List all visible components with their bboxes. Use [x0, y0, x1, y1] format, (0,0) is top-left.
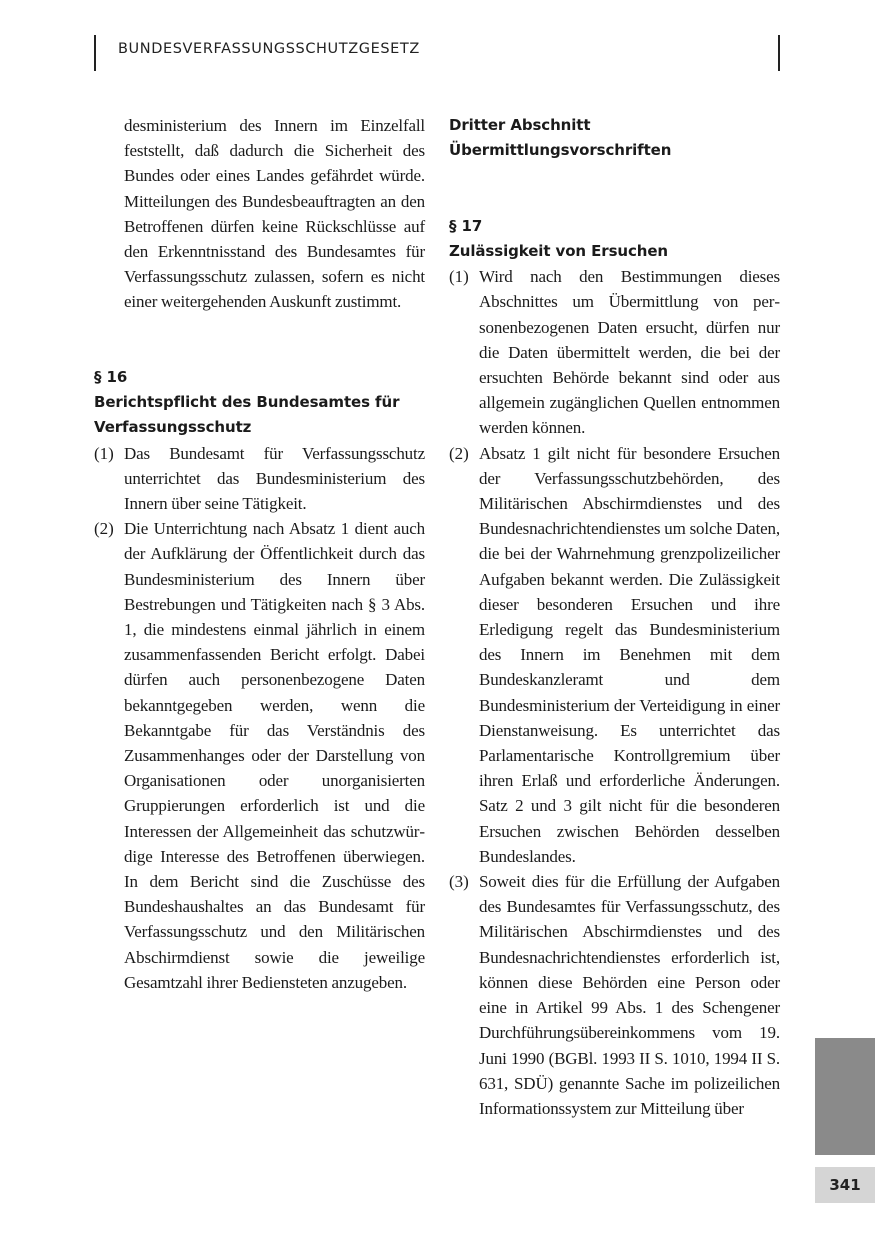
right-column: [449, 113, 780, 1121]
item-text: Wird nach den Bestimmungen dieses Abschnittes um Übermittlung von personenbezogenen Daten ersucht, dürfen nur die Daten übermittelt werden, die bei der ersuchten Behörde bekannt sind oder aus allgemein zugänglichen Quellen entnommen werden können.: [479, 267, 780, 438]
item-number: (3): [449, 872, 469, 892]
section-17-item: [449, 441, 780, 869]
item-text: Soweit dies für die Erfüllung der Aufgaben des Bundesamtes für Verfassungsschutz, des Militärischen Abschirmdienstes und des Bundesnachrichtendienstes erforderlich ist, können diese Behörden eine Person oder eine in Artikel 99 Abs. 1 des Schengener Durchführungsübereinkommens vom 19. Juni 1990 (BGBl. 1993 II S. 1010, 1994 II S. 631, SDÜ) genannte Sache im polizeilichen Informationssystem zur Mitteilung über: [479, 872, 780, 1118]
item-number: (2): [94, 519, 114, 539]
section-17-item: [449, 869, 780, 1121]
item-text: Absatz 1 gilt nicht für besondere Ersuchen der Verfassungsschutzbehörden, des Militärischen Abschirmdienstes und des Bundesnachrichtendienstes um solche Daten, die bei der Wahrnehmung grenzpolizeilicher Aufgaben bekannt werden. Die Zulässigkeit dieser besonderen Ersuchen und ihre Erledigung regelt das Bundesministerium des Innern im Benehmen mit dem Bundeskanzleramt und dem Bundesministerium der Verteidigung in einer Dienstanweisung. Es unterrichtet das Parlamentarische Kontrollgremium über ihren Erlaß und erforderliche Änderungen. Satz 2 und 3 gilt nicht für die besonderen Ersuchen zwischen Behörden desselben Bundeslandes.: [479, 443, 780, 866]
spacer: [94, 315, 425, 365]
thumb-index-tab: [815, 1038, 875, 1155]
item-text: Das Bundesamt für Verfassungsschutz unterrichtet das Bundesministerium des Innern über seine Tätigkeit.: [124, 443, 425, 514]
continuation-paragraph: desministerium des Innern im Einzelfall feststellt, daß dadurch die Sicherheit des Bundes oder eines Landes gefährdet würde. Mitteilungen des Bundesbeauftragten an den Betroffenen dürfen keine Rückschlüsse auf den Erkenntnisstand des Bundesamtes für Verfassungsschutz zulassen, sofern es nicht einer weitergehenden Auskunft zustimmt.: [124, 116, 425, 312]
chapter-title: Übermittlungsvorschriften: [449, 141, 672, 160]
section-16-number: § 16: [94, 368, 128, 387]
spacer: [449, 163, 780, 213]
item-number: (1): [449, 267, 469, 287]
section-17-title: Zulässigkeit von Ersuchen: [449, 242, 668, 260]
left-column: [94, 113, 425, 995]
section-17-number: § 17: [449, 216, 483, 235]
section-16-item: [94, 516, 425, 995]
item-number: (1): [94, 443, 114, 463]
page-number: 341: [815, 1167, 875, 1203]
section-16-title: Berichtspflicht des Bundesamtes für Verfassungsschutz: [94, 393, 400, 437]
header-rule-left: [94, 35, 96, 71]
running-head: BUNDESVERFASSUNGSSCHUTZGESETZ: [118, 41, 420, 57]
section-17-item: [449, 264, 780, 440]
header-rule-right: [778, 35, 780, 71]
item-text: Die Unterrichtung nach Absatz 1 dient auch der Aufklärung der Öffentlichkeit durch das Bundesministerium des Innern über Bestrebungen und Tätigkeiten nach § 3 Abs. 1, die mindestens einmal jährlich in einem zusammenfassenden Bericht erfolgt. Dabei dürfen auch personenbezogene Daten bekanntgegeben werden, wenn die Bekanntgabe für das Verständnis des Zusammenhanges oder der Darstellung von Organisationen oder unorganisierten Gruppierungen erforderlich ist und die Interessen der Allgemeinheit das schutzwürdige Interesse des Betroffenen überwiegen. In dem Bericht sind die Zuschüsse des Bundeshaushaltes an das Bundesamt für Verfassungsschutz und den Militärischen Abschirmdienst sowie die jeweilige Gesamtzahl ihrer Bediensteten anzugeben.: [124, 519, 425, 992]
chapter-label: Dritter Abschnitt: [449, 116, 591, 134]
section-16-item: [94, 441, 425, 517]
item-number: (2): [449, 443, 469, 463]
